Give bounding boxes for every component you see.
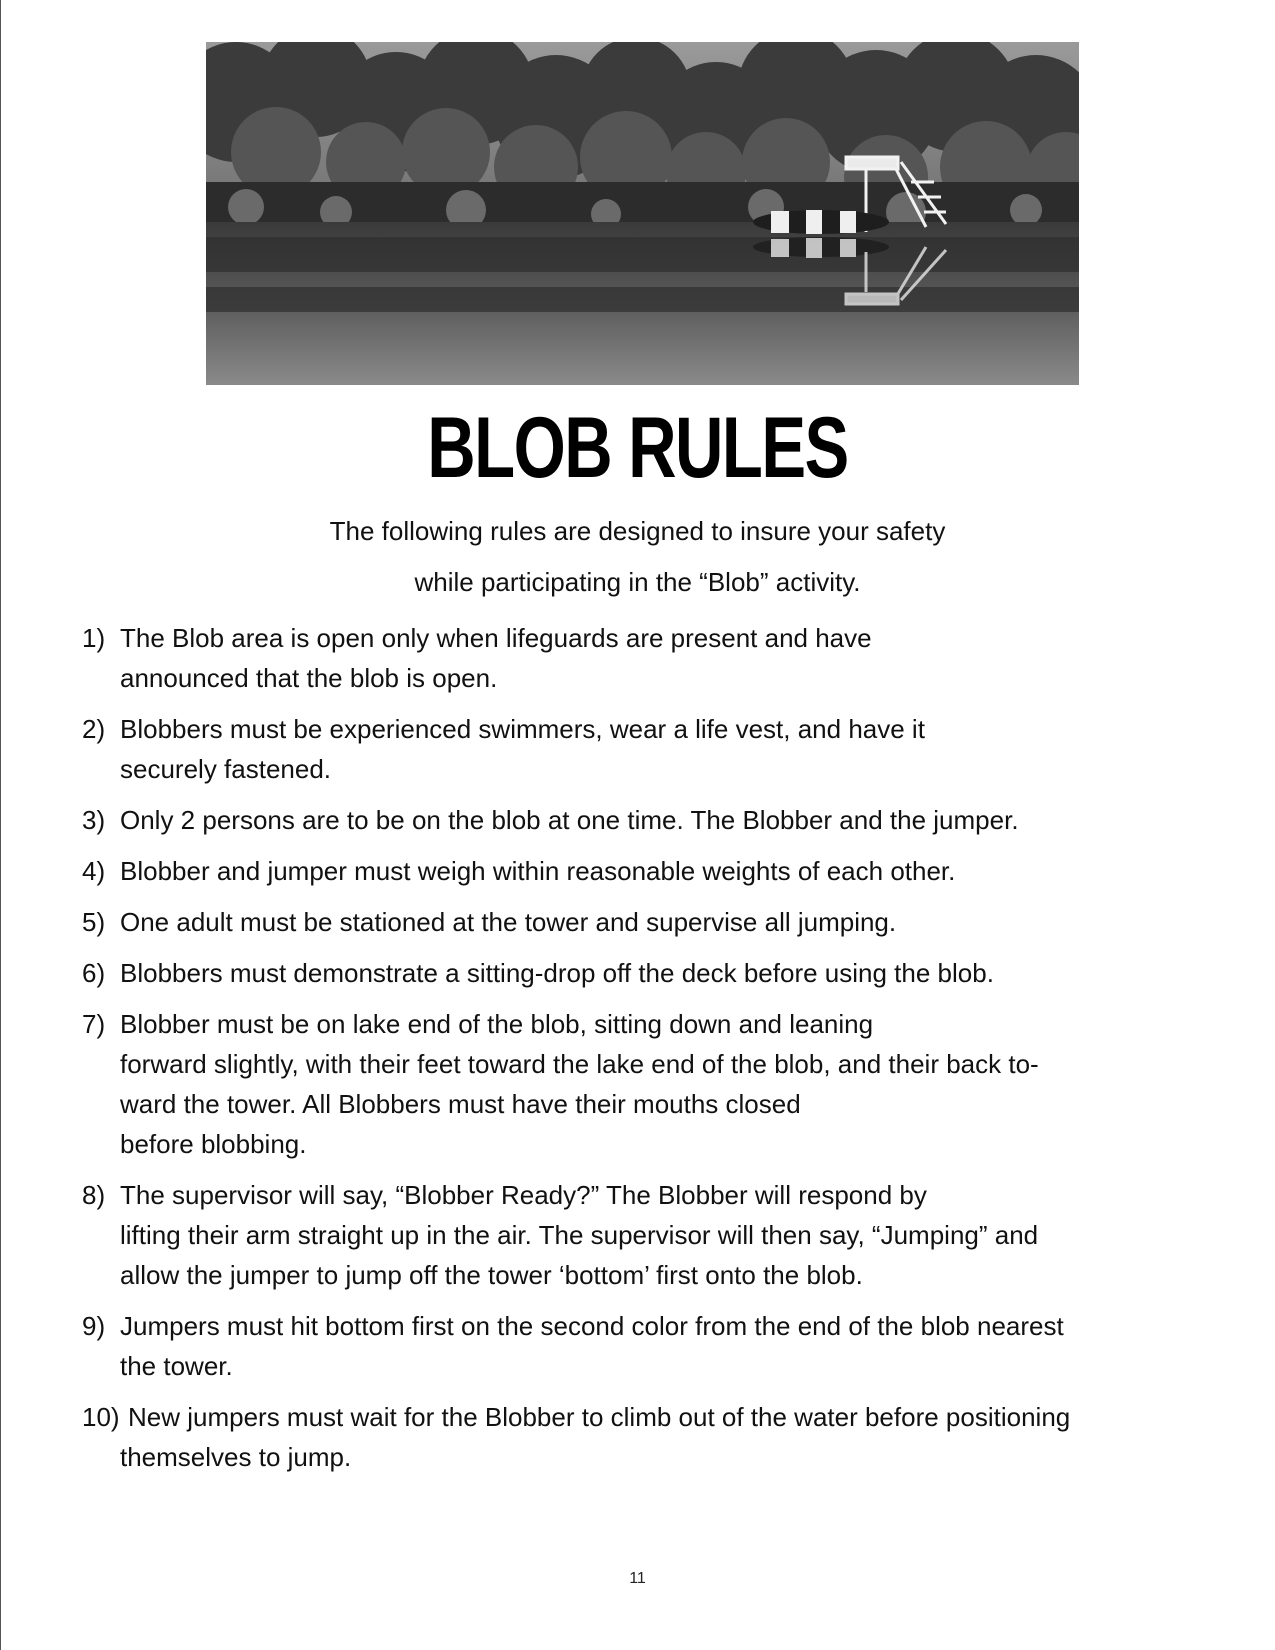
rule-item (82, 1175, 1212, 1295)
rule-number: 7) (82, 1009, 106, 1039)
rule-text (82, 709, 1212, 789)
rule-line: The Blob area is open only when lifeguards are present and have (120, 623, 872, 653)
rule-line: Blobbers must be experienced swimmers, wear a life vest, and have it (120, 714, 925, 744)
rule-line: Blobber and jumper must weigh within reasonable weights of each other. (120, 856, 956, 886)
rule-number: 9) (82, 1311, 106, 1341)
rule-item (82, 1306, 1212, 1386)
rule-text (82, 800, 1212, 840)
rule-line: the tower. (120, 1351, 233, 1381)
rule-line: One adult must be stationed at the tower and supervise all jumping. (120, 907, 897, 937)
intro-line-1: The following rules are designed to insure your safety (329, 516, 946, 546)
rule-item (82, 800, 1212, 840)
rule-number: 10) (82, 1402, 120, 1432)
rule-line: Jumpers must hit bottom first on the second color from the end of the blob nearest (120, 1311, 1064, 1341)
rule-line: New jumpers must wait for the Blobber to climb out of the water before positioning (128, 1402, 1071, 1432)
rule-number: 6) (82, 958, 106, 988)
rule-line: The supervisor will say, “Blobber Ready?” The Blobber will respond by (120, 1180, 927, 1210)
rule-line: Blobbers must demonstrate a sitting-drop off the deck before using the blob. (120, 958, 994, 988)
rule-line: themselves to jump. (120, 1442, 352, 1472)
rule-item (82, 1397, 1212, 1477)
page-left-border (0, 0, 1, 1650)
rule-text (82, 851, 1212, 891)
rule-text (82, 1397, 1212, 1477)
rules-list (82, 618, 1212, 1488)
rule-line: ward the tower. All Blobbers must have their mouths closed (120, 1089, 801, 1119)
rule-item (82, 618, 1212, 698)
lake-blob-photo (206, 42, 1079, 385)
rule-number: 1) (82, 623, 106, 653)
rule-item (82, 1004, 1212, 1164)
rule-item (82, 902, 1212, 942)
rule-number: 4) (82, 856, 106, 886)
rule-text (82, 1306, 1212, 1386)
rule-number: 5) (82, 907, 106, 937)
rule-text (82, 902, 1212, 942)
rule-line: before blobbing. (120, 1129, 307, 1159)
rule-item (82, 851, 1212, 891)
rule-number: 8) (82, 1180, 106, 1210)
rule-text (82, 1004, 1212, 1164)
rule-text (82, 953, 1212, 993)
rule-item (82, 953, 1212, 993)
rule-number: 2) (82, 714, 106, 744)
intro-line-2: while participating in the “Blob” activity. (414, 567, 861, 597)
page-number: 11 (629, 1570, 646, 1587)
rule-line: lifting their arm straight up in the air. The supervisor will then say, “Jumping” and (120, 1220, 1039, 1250)
rule-number: 3) (82, 805, 106, 835)
rule-line: forward slightly, with their feet toward the lake end of the blob, and their back to- (120, 1049, 1039, 1079)
rule-line: Blobber must be on lake end of the blob, sitting down and leaning (120, 1009, 874, 1039)
rule-line: announced that the blob is open. (120, 663, 498, 693)
page-title: BLOB RULES (427, 400, 848, 496)
rule-line: securely fastened. (120, 754, 332, 784)
lake-blob-photo-graphic (206, 42, 1079, 385)
rule-line: allow the jumper to jump off the tower ‘bottom’ first onto the blob. (120, 1260, 863, 1290)
rule-item (82, 709, 1212, 789)
rule-text (82, 1175, 1212, 1295)
rule-line: Only 2 persons are to be on the blob at one time. The Blobber and the jumper. (120, 805, 1019, 835)
rule-text (82, 618, 1212, 698)
